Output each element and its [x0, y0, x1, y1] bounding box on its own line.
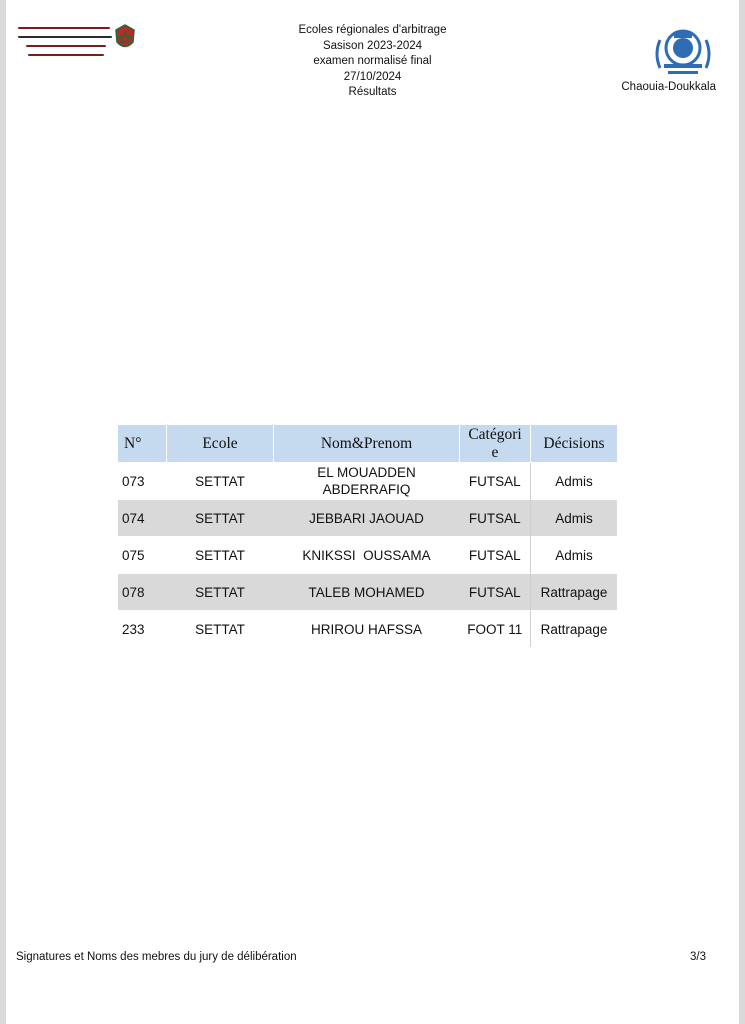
- cell-decision: Admis: [531, 500, 618, 537]
- cell-ecole: SETTAT: [167, 611, 274, 648]
- cell-decision: Rattrapage: [531, 574, 618, 611]
- col-header-num: N°: [118, 425, 167, 463]
- cell-num: 073: [118, 463, 167, 500]
- table-row: [118, 611, 617, 648]
- cell-num: 078: [118, 574, 167, 611]
- cell-decision: Rattrapage: [531, 611, 618, 648]
- table-row: [118, 500, 617, 537]
- table-row: [118, 537, 617, 574]
- table-row: [118, 463, 617, 500]
- cell-num: 233: [118, 611, 167, 648]
- cell-nom: HRIROU HAFSSA: [274, 611, 460, 648]
- cell-categorie: FUTSAL: [460, 537, 531, 574]
- header-line-5: Résultats: [348, 86, 397, 98]
- col-header-categorie: Catégori e: [460, 425, 531, 463]
- header-line-2: Sasison 2023-2024: [322, 39, 423, 52]
- table-row: [118, 574, 617, 611]
- results-table: [118, 425, 617, 647]
- cell-ecole: SETTAT: [167, 574, 274, 611]
- cell-num: 074: [118, 500, 167, 537]
- regional-league-logo: [650, 24, 716, 80]
- header-line-1: Ecoles régionales d'arbitrage: [298, 24, 447, 36]
- header-line-4: 27/10/2024: [343, 70, 402, 83]
- col-header-ecole: Ecole: [167, 425, 274, 463]
- cell-nom: KNIKSSI OUSSAMA: [274, 537, 460, 574]
- cell-categorie: FOOT 11: [460, 611, 531, 648]
- cell-nom: TALEB MOHAMED: [274, 574, 460, 611]
- cell-decision: Admis: [531, 537, 618, 574]
- cell-categorie: FUTSAL: [460, 574, 531, 611]
- region-name: Chaouia-Doukkala: [621, 81, 716, 93]
- cell-nom: EL MOUADDEN ABDERRAFIQ: [274, 463, 460, 500]
- cell-ecole: SETTAT: [167, 537, 274, 574]
- cell-nom: JEBBARI JAOUAD: [274, 500, 460, 537]
- cell-num: 075: [118, 537, 167, 574]
- cell-categorie: FUTSAL: [460, 463, 531, 500]
- cell-categorie: FUTSAL: [460, 500, 531, 537]
- footer-signatures-label: Signatures et Noms des mebres du jury de délibération: [16, 951, 297, 963]
- header-line-3: examen normalisé final: [313, 55, 432, 67]
- cell-decision: Admis: [531, 463, 618, 500]
- document-page: [6, 0, 739, 1024]
- page-number: 3/3: [690, 951, 706, 963]
- cell-ecole: SETTAT: [167, 463, 274, 500]
- col-header-nom: Nom&Prenom: [274, 425, 460, 463]
- col-header-decisions: Décisions: [531, 425, 618, 463]
- table-header-row: [118, 425, 617, 463]
- cell-ecole: SETTAT: [167, 500, 274, 537]
